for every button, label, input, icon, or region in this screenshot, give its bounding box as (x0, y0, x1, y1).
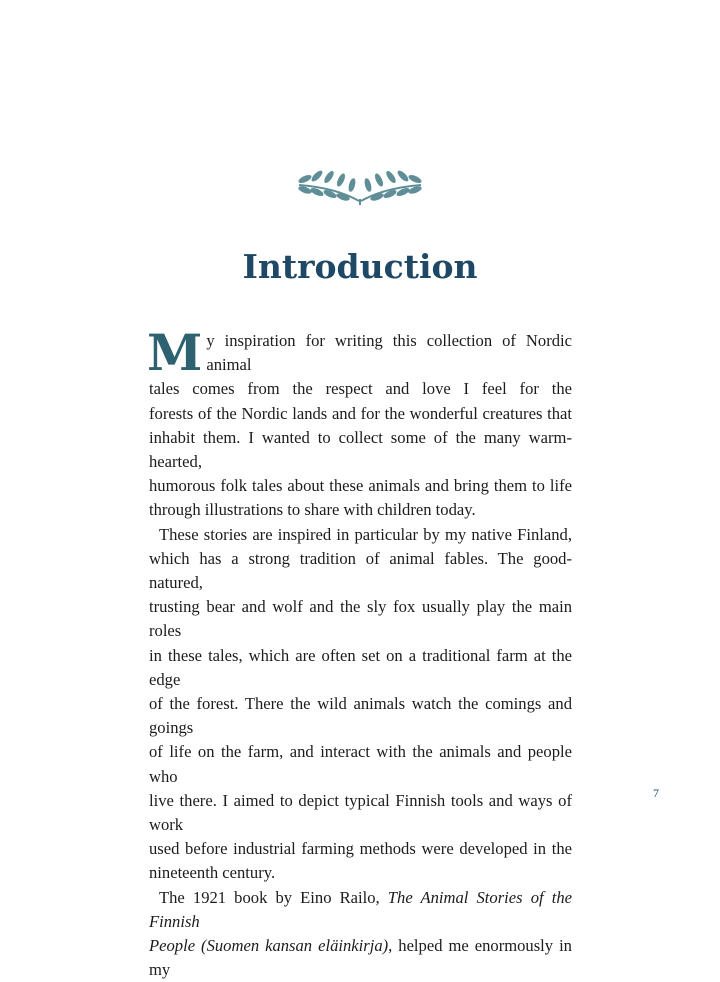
text-line: used before industrial farming methods were developed in the (149, 839, 572, 859)
paragraph-1 (147, 323, 572, 523)
book-title-italic: People (Suomen kansan eläinkirja) (149, 936, 389, 956)
text-line: of the forest. There the wild animals watch the comings and goings (149, 694, 572, 738)
text-line: forests of the Nordic lands and for the wonderful creatures that (149, 403, 572, 423)
book-title-italic: The Animal Stories of the Finnish (149, 887, 572, 931)
text-line: live there. I aimed to depict typical Finnish tools and ways of work (149, 790, 572, 835)
text-line: These stories are inspired in particular by my native Finland, (159, 524, 572, 544)
text-run: The 1921 book by Eino Railo, (159, 887, 388, 907)
text-line: of life on the farm, and interact with the animals and people who (149, 742, 572, 786)
text-line: inhabit them. I wanted to collect some of the many warm-hearted, (149, 427, 572, 472)
text-line: which has a strong tradition of animal fables. The good-natured, (149, 548, 572, 593)
text-line: tales comes from the respect and love I feel for the (149, 379, 572, 399)
drop-cap: M (147, 323, 203, 382)
body-text (147, 323, 572, 982)
text-run: , helped me enormously in my (149, 936, 572, 980)
paragraph-2 (149, 523, 572, 886)
text-line: trusting bear and wolf and the sly fox usually play the main roles (149, 597, 572, 641)
text-line: humorous folk tales about these animals and bring them to life (149, 476, 572, 496)
text-line: through illustrations to share with children today. (149, 500, 476, 520)
text-line: nineteenth century. (149, 863, 276, 883)
page-number: 7 (653, 786, 659, 800)
text-line: y inspiration for writing this collection of Nordic animal (206, 331, 572, 375)
paragraph-3 (149, 886, 572, 982)
text-line (149, 886, 572, 934)
text-line (149, 934, 572, 982)
text-line: in these tales, which are often set on a traditional farm at the edge (149, 645, 572, 689)
laurel-branch-ornament-icon (295, 165, 425, 205)
chapter-title: Introduction (242, 247, 478, 287)
